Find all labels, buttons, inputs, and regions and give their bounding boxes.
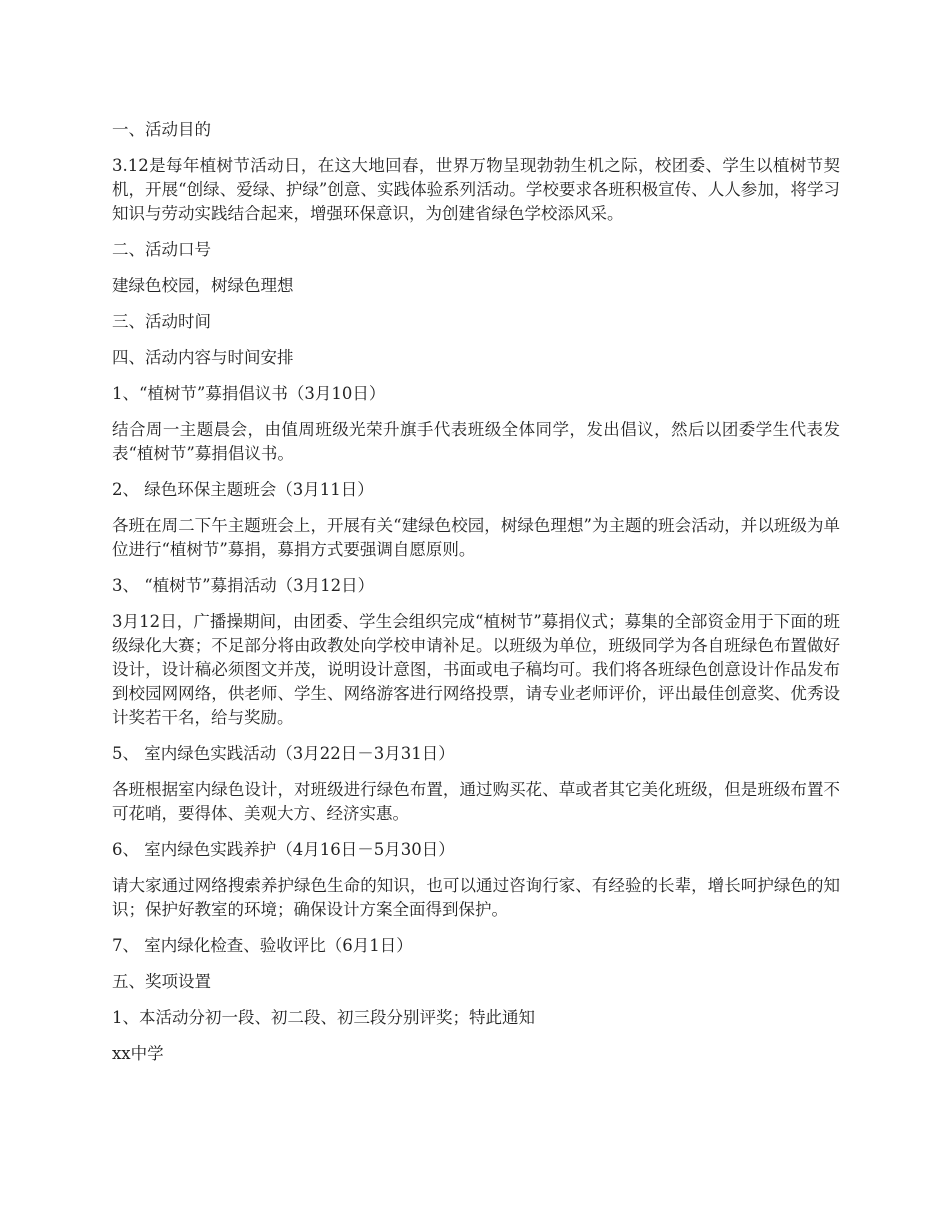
item-6-body: 请大家通过网络搜索养护绿色生命的知识，也可以通过咨询行家、有经验的长辈，增长呵护绿色的知识；保护好教室的环境；确保设计方案全面得到保护。: [112, 876, 840, 919]
item-2-title: 2、 绿色环保主题班会（3月11日）: [112, 480, 374, 499]
item-5-title: 5、 室内绿色实践活动（3月22日－3月31日）: [112, 744, 455, 763]
item-5-body: 各班根据室内绿色设计，对班级进行绿色布置，通过购买花、草或者其它美化班级，但是班级布置不可花哨，要得体、美观大方、经济实惠。: [112, 780, 840, 823]
heading-slogan: 二、活动口号: [112, 240, 211, 259]
paragraph-purpose: 3.12是每年植树节活动日，在这大地回春，世界万物呈现勃勃生机之际，校团委、学生以植树节契机，开展“创绿、爱绿、护绿”创意、实践体验系列活动。学校要求各班积极宣传、人人参加，将学习知识与劳动实践结合起来，增强环保意识，为创建省绿色学校添风采。: [112, 156, 840, 223]
paragraph-slogan: 建绿色校园，树绿色理想: [112, 276, 294, 295]
item-1-title: 1、“植树节”募捐倡议书（3月10日）: [112, 384, 386, 403]
document-page: [112, 118, 840, 1078]
heading-awards: 五、奖项设置: [112, 972, 211, 991]
item-7-title: 7、 室内绿化检查、验收评比（6月1日）: [112, 936, 413, 955]
heading-purpose: 一、活动目的: [112, 120, 211, 139]
signature-school: xx中学: [112, 1044, 164, 1063]
item-6-title: 6、 室内绿色实践养护（4月16日－5月30日）: [112, 840, 455, 859]
heading-time: 三、活动时间: [112, 312, 211, 331]
item-3-title: 3、 “植树节”募捐活动（3月12日）: [112, 576, 375, 595]
heading-content: 四、活动内容与时间安排: [112, 348, 294, 367]
item-1-body: 结合周一主题晨会，由值周班级光荣升旗手代表班级全体同学，发出倡议，然后以团委学生代表发表“植树节”募捐倡议书。: [112, 420, 840, 463]
awards-body: 1、本活动分初一段、初二段、初三段分别评奖；特此通知: [112, 1008, 535, 1027]
item-2-body: 各班在周二下午主题班会上，开展有关“建绿色校园，树绿色理想”为主题的班会活动，并以班级为单位进行“植树节”募捐，募捐方式要强调自愿原则。: [112, 516, 840, 559]
item-3-body: 3月12日，广播操期间，由团委、学生会组织完成“植树节”募捐仪式；募集的全部资金用于下面的班级绿化大赛；不足部分将由政教处向学校申请补足。以班级为单位，班级同学为各自班绿色布置做好设计，设计稿必须图文并茂，说明设计意图，书面或电子稿均可。我们将各班绿色创意设计作品发布到校园网网络，供老师、学生、网络游客进行网络投票，请专业老师评价，评出最佳创意奖、优秀设计奖若干名，给与奖励。: [112, 612, 840, 727]
